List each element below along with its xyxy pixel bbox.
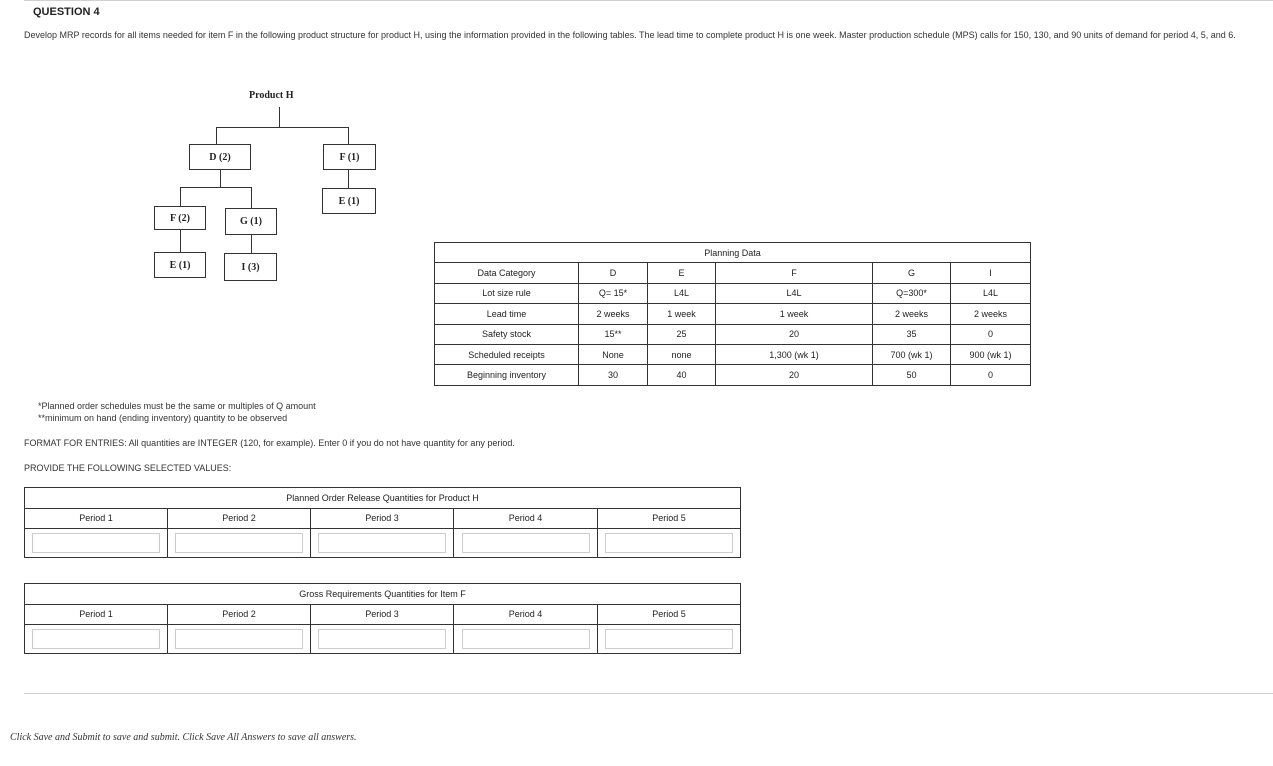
table-cell: Beginning inventory — [435, 365, 579, 385]
por-h-period-1-input[interactable] — [32, 533, 160, 553]
period-header: Period 3 — [311, 508, 454, 529]
table-cell: Q= 15* — [579, 283, 648, 303]
period-header: Period 3 — [311, 604, 454, 625]
save-instructions: Click Save and Submit to save and submit. Click Save All Answers to save all answers. — [10, 732, 357, 743]
table-cell: Scheduled receipts — [435, 344, 579, 364]
table-cell: 0 — [951, 324, 1031, 344]
table-cell: G — [873, 263, 951, 283]
table-cell: 1,300 (wk 1) — [716, 344, 873, 364]
node-f2: F (2) — [154, 206, 206, 230]
node-e1-left: E (1) — [154, 252, 206, 278]
table-header-row — [435, 263, 1031, 283]
gr-f-period-2-input[interactable] — [175, 629, 303, 649]
period-header: Period 1 — [25, 604, 168, 625]
table-row — [435, 324, 1031, 344]
table-cell: 40 — [648, 365, 716, 385]
bottom-divider — [24, 693, 1273, 694]
table-cell: F — [716, 263, 873, 283]
node-f1: F (1) — [323, 144, 376, 170]
period-header: Period 4 — [454, 604, 598, 625]
por-h-period-5-input[interactable] — [605, 533, 733, 553]
table-cell: L4L — [648, 283, 716, 303]
gr-f-period-3-input[interactable] — [318, 629, 446, 649]
question-text: Develop MRP records for all items needed for item F in the following product structure for product H, using the information provided in the following tables. The lead time to complete product H is one week. Master production schedule (MPS) calls for 150, 130, and 90 units of demand for period 4, 5, and 6. — [24, 30, 1236, 40]
table-cell: none — [648, 344, 716, 364]
node-d2: D (2) — [189, 144, 251, 170]
top-divider — [24, 0, 1273, 1]
planned-order-release-table — [24, 487, 741, 558]
table-cell: 35 — [873, 324, 951, 344]
gr-f-period-5-input[interactable] — [605, 629, 733, 649]
table-cell: Q=300* — [873, 283, 951, 303]
planning-data-table — [434, 242, 1031, 386]
por-h-period-4-input[interactable] — [462, 533, 590, 553]
node-i3: I (3) — [224, 253, 277, 281]
product-structure-diagram — [140, 85, 400, 285]
footnote-q-multiple: *Planned order schedules must be the same or multiples of Q amount — [38, 401, 316, 411]
product-h-label: Product H — [249, 90, 294, 101]
table-cell: 2 weeks — [579, 304, 648, 324]
period-header: Period 5 — [598, 508, 741, 529]
table-cell: Safety stock — [435, 324, 579, 344]
table-cell: 30 — [579, 365, 648, 385]
provide-instructions: PROVIDE THE FOLLOWING SELECTED VALUES: — [24, 463, 232, 473]
gross-requirements-table — [24, 583, 741, 654]
por-h-period-3-input[interactable] — [318, 533, 446, 553]
table-cell: E — [648, 263, 716, 283]
table-cell: 50 — [873, 365, 951, 385]
table-cell: 25 — [648, 324, 716, 344]
table-cell: 0 — [951, 365, 1031, 385]
footnote-min-on-hand: **minimum on hand (ending inventory) quantity to be observed — [38, 413, 288, 423]
table-cell: I — [951, 263, 1031, 283]
table-cell: None — [579, 344, 648, 364]
period-header: Period 2 — [168, 508, 311, 529]
table-cell: Lead time — [435, 304, 579, 324]
table-cell: 20 — [716, 324, 873, 344]
period-header: Period 2 — [168, 604, 311, 625]
table-cell: L4L — [716, 283, 873, 303]
gr-f-period-1-input[interactable] — [32, 629, 160, 649]
table-cell: 900 (wk 1) — [951, 344, 1031, 364]
planned-order-release-title: Planned Order Release Quantities for Product H — [25, 488, 741, 509]
table-cell: 15** — [579, 324, 648, 344]
table-cell: 700 (wk 1) — [873, 344, 951, 364]
table-cell: L4L — [951, 283, 1031, 303]
table-cell: Lot size rule — [435, 283, 579, 303]
table-row — [435, 344, 1031, 364]
table-cell: 1 week — [648, 304, 716, 324]
table-cell: 2 weeks — [873, 304, 951, 324]
table-cell: 20 — [716, 365, 873, 385]
table-cell: 1 week — [716, 304, 873, 324]
table-cell: 2 weeks — [951, 304, 1031, 324]
por-h-period-2-input[interactable] — [175, 533, 303, 553]
table-row — [435, 365, 1031, 385]
format-instructions: FORMAT FOR ENTRIES: All quantities are INTEGER (120, for example). Enter 0 if you do not have quantity for any period. — [24, 438, 515, 448]
node-g1: G (1) — [225, 208, 277, 235]
question-title: QUESTION 4 — [33, 6, 100, 18]
table-cell: D — [579, 263, 648, 283]
footnotes — [38, 400, 316, 424]
period-header: Period 1 — [25, 508, 168, 529]
gr-f-period-4-input[interactable] — [462, 629, 590, 649]
planning-data-title: Planning Data — [435, 243, 1031, 263]
period-header: Period 4 — [454, 508, 598, 529]
table-row — [435, 304, 1031, 324]
table-cell: Data Category — [435, 263, 579, 283]
period-header: Period 5 — [598, 604, 741, 625]
table-row — [435, 283, 1031, 303]
gross-requirements-title: Gross Requirements Quantities for Item F — [25, 584, 741, 605]
node-e1-right: E (1) — [322, 188, 376, 214]
